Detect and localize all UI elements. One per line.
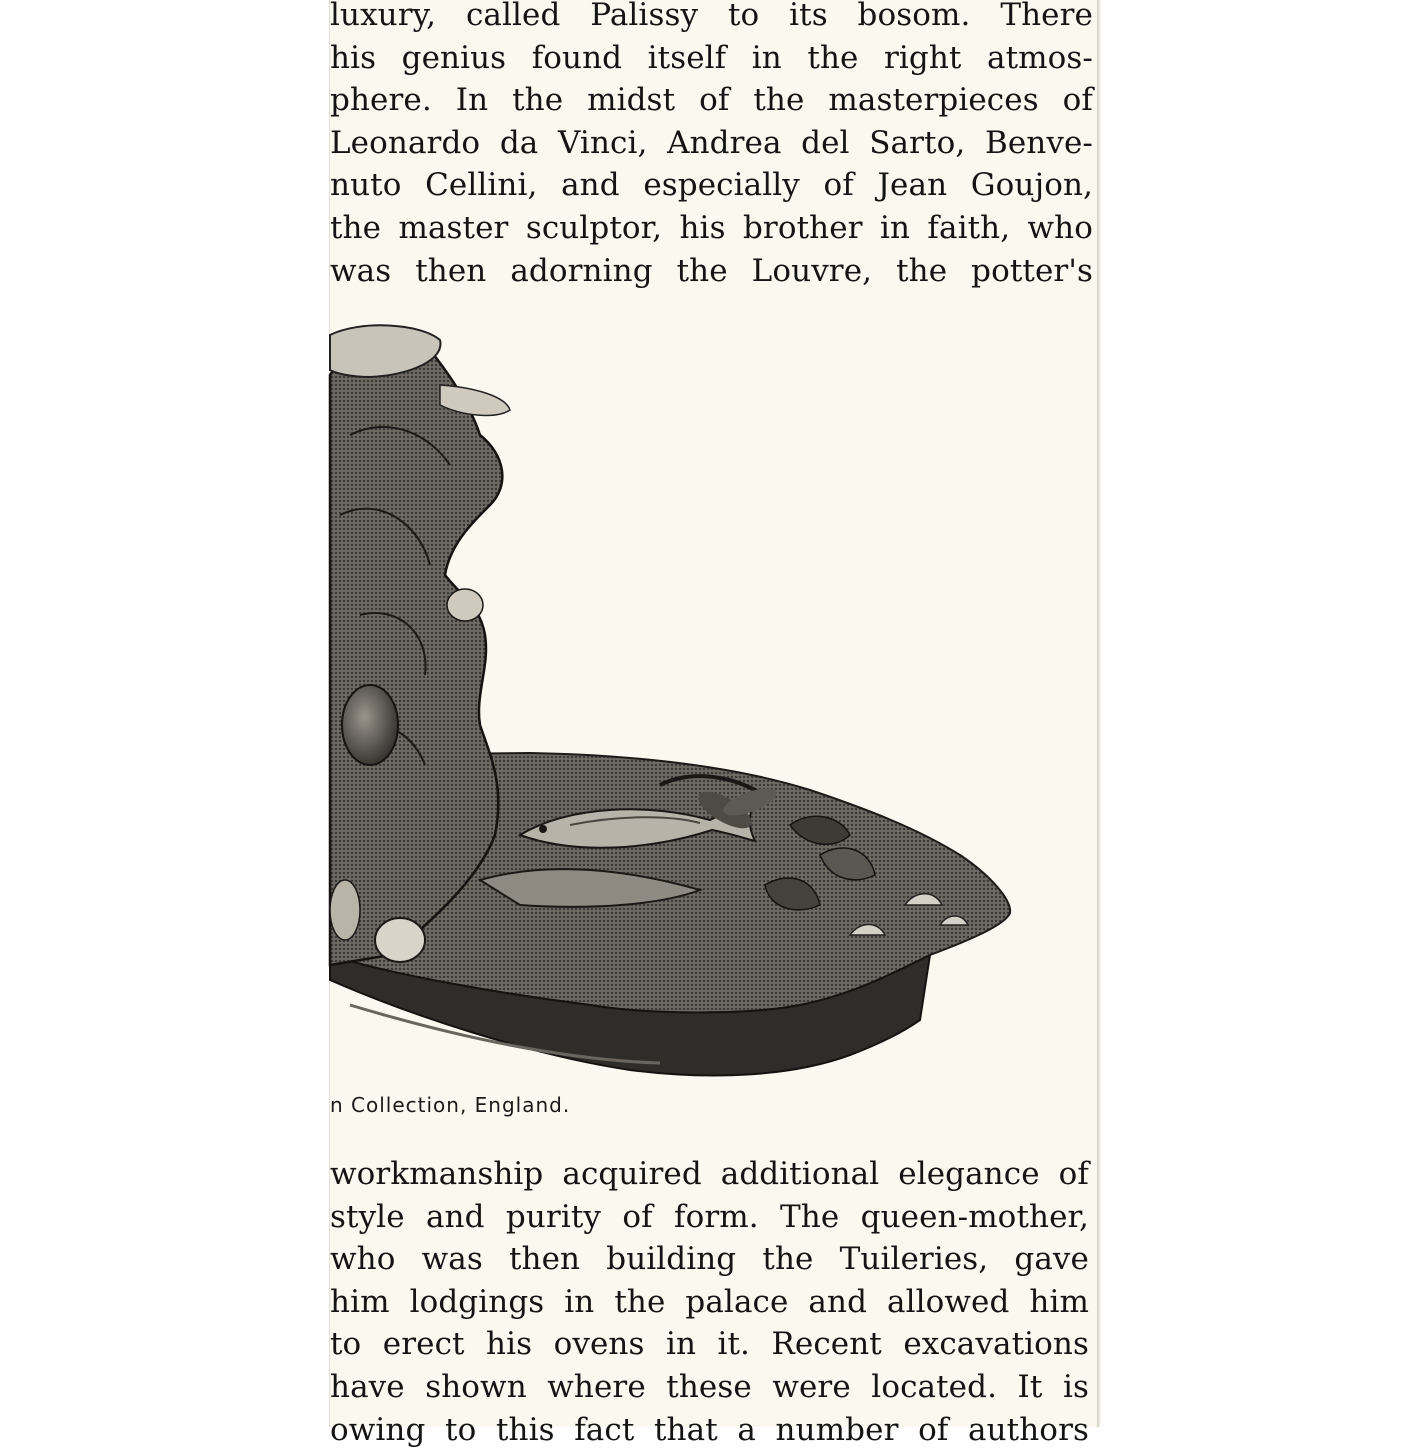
text-line: the master sculptor, his brother in faith, who	[330, 209, 1093, 246]
figure-caption: n Collection, England.	[330, 1093, 571, 1117]
text-line: his genius found itself in the right atmos-	[330, 39, 1093, 76]
text-line: owing to this fact that a number of authors	[330, 1411, 1089, 1448]
text-line: Leonardo da Vinci, Andrea del Sarto, Benve-	[330, 124, 1093, 161]
text-line: nuto Cellini, and especially of Jean Goujon,	[330, 167, 1093, 204]
paragraph-top	[330, 0, 1097, 292]
text-line: workmanship acquired additional elegance of	[330, 1156, 1089, 1192]
text-line: luxury, called Palissy to its bosom. There	[330, 0, 1093, 33]
text-line: have shown where these were located. It is	[330, 1368, 1089, 1405]
book-page	[330, 0, 1097, 1448]
text-line: him lodgings in the palace and allowed him	[330, 1283, 1089, 1320]
text-line: phere. In the midst of the masterpieces of	[330, 82, 1093, 119]
paragraph-bottom	[330, 1153, 1097, 1451]
text-line: style and purity of form. The queen-mother,	[330, 1198, 1089, 1235]
palissy-ware-illustration	[330, 315, 1097, 1085]
text-line: was then adorning the Louvre, the potter's	[330, 252, 1093, 289]
text-line: who was then building the Tuileries, gave	[330, 1241, 1089, 1278]
page-edge	[1097, 0, 1101, 1427]
text-line: to erect his ovens in it. Recent excavations	[330, 1326, 1089, 1363]
